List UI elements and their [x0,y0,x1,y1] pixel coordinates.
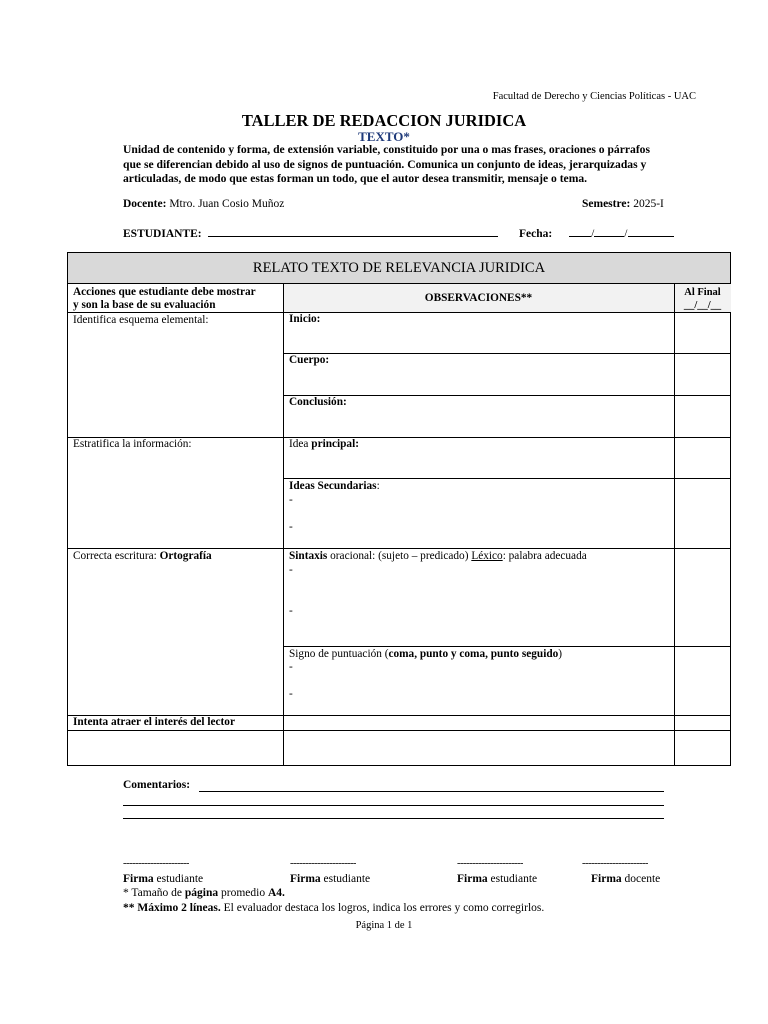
signature-line[interactable]: ---------------------- [123,858,189,869]
col-header-final-line1: Al Final [684,287,721,298]
estudiante-label: ESTUDIANTE: [123,228,202,240]
comentarios-line[interactable] [199,791,664,792]
obs-signo-post: ) [558,648,563,660]
fecha-slash: / [624,228,628,240]
semestre-row [582,198,664,210]
obs-lexico: Léxico [471,550,503,562]
signature-line[interactable]: ---------------------- [290,858,356,869]
bullet-dash: - [289,688,293,700]
column-divider [674,284,675,766]
obs-signo-bold: coma, punto y coma, punto seguido [388,648,559,660]
row-divider [283,353,731,354]
docente-value: Mtro. Juan Cosio Muñoz [169,198,285,210]
firma-label: Firma [457,873,488,885]
obs-idea-principal-bold: principal: [311,438,359,450]
bullet-dash: - [289,494,293,506]
col-header-actions [73,286,256,312]
intro-paragraph [123,143,713,187]
fecha-label: Fecha: [519,228,553,240]
comentarios-line[interactable] [123,818,664,819]
comentarios-line[interactable] [123,805,664,806]
comentarios-row [123,779,190,791]
obs-ideas-secundarias-bold: Ideas Secundarias [289,480,377,492]
firma-estudiante-2 [290,873,370,885]
obs-lexico-rest: : palabra adecuada [502,550,587,562]
obs-ideas-secundarias [289,480,380,493]
obs-inicio: Inicio: [289,313,321,325]
row-divider [67,312,731,313]
firma-estudiante-3 [457,873,537,885]
obs-cuerpo: Cuerpo: [289,354,330,366]
firma-estudiante-1 [123,873,203,885]
firma-docente [591,873,660,885]
evaluation-table [67,252,731,766]
column-divider [283,284,284,766]
obs-sintaxis-rest: oracional: (sujeto – predicado) [330,550,469,562]
firma-label: Firma [123,873,154,885]
col-header-actions-line1: Acciones que estudiante debe mostrar [73,286,256,298]
intro-line-3: articuladas, de modo que estas forman un todo, que el autor desea transmitir, mensaje o tema. [123,172,588,186]
action-identifica: Identifica esquema elemental: [73,314,209,326]
table-title: RELATO TEXTO DE RELEVANCIA JURIDICA [67,252,731,284]
col-header-observaciones: OBSERVACIONES** [424,292,533,304]
bullet-dash: - [289,564,293,576]
faculty-name: Facultad de Derecho y Ciencias Políticas - UAC [492,91,696,102]
estudiante-field[interactable] [208,225,498,237]
signature-line[interactable]: ---------------------- [582,858,648,869]
col-header-final-line2: __/__/__ [683,300,722,311]
obs-conclusion: Conclusión: [289,396,347,408]
note-tamano [123,887,285,899]
signature-line[interactable]: ---------------------- [457,858,523,869]
intro-line-2: que se diferencian debido al uso de signos de puntuación. Comunica un conjunto de ideas, jerarquizadas y [123,157,647,171]
action-correcta-escritura [73,550,212,563]
note1-pre: * Tamaño de [123,887,183,899]
obs-idea-principal [289,438,359,451]
page-subtitle: TEXTO* [358,129,410,144]
obs-ideas-secundarias-colon: : [376,480,380,492]
semestre-value: 2025-I [633,198,664,210]
action-estratifica: Estratifica la información: [73,438,192,450]
note2-bold: ** Máximo 2 líneas. [123,902,221,914]
page-title: TALLER DE REDACCION JURIDICA [241,111,527,130]
action-correcta-escritura-bold: Ortografía [159,550,212,562]
bullet-dash: - [289,661,293,673]
page-number: Página 1 de 1 [355,920,413,931]
intro-line-1: Unidad de contenido y forma, de extensión variable, constituido por una o mas frases, oraciones o párrafos [123,143,650,156]
fecha-month-field[interactable] [594,225,624,237]
note-maximo [123,902,544,914]
firma-label: Firma [290,873,321,885]
obs-signo-puntuacion [289,648,562,661]
note1-mid: promedio [221,887,266,899]
note2-rest: El evaluador destaca los logros, indica los errores y como corregirlos. [223,902,545,914]
note1-bold2: A4. [267,887,285,899]
obs-sintaxis [289,550,587,563]
fecha-row [519,225,674,240]
firma-role: estudiante [323,873,371,885]
firma-label: Firma [591,873,622,885]
row-divider [283,646,731,647]
col-header-actions-line2: y son la base de su evaluación [73,299,216,311]
row-divider [283,478,731,479]
firma-role: estudiante [156,873,204,885]
obs-idea-principal-pre: Idea [289,438,309,450]
fecha-day-field[interactable] [569,225,591,237]
bullet-dash: - [289,605,293,617]
docente-row [123,198,284,210]
comentarios-label: Comentarios: [123,779,191,791]
action-correcta-escritura-pre: Correcta escritura: [73,550,157,562]
firma-role: estudiante [490,873,538,885]
note1-bold1: página [184,887,219,899]
fecha-slash: / [591,228,595,240]
row-divider [67,548,731,549]
col-header-final [674,286,731,312]
semestre-label: Semestre: [582,198,631,210]
row-divider [67,730,731,731]
fecha-year-field[interactable] [628,225,674,237]
action-interes-lector: Intenta atraer el interés del lector [73,716,235,728]
firma-role: docente [624,873,661,885]
docente-label: Docente: [123,198,167,210]
estudiante-row [123,225,498,240]
row-divider [283,395,731,396]
obs-sintaxis-bold: Sintaxis [289,550,328,562]
obs-signo-pre: Signo de puntuación ( [289,648,389,660]
bullet-dash: - [289,521,293,533]
